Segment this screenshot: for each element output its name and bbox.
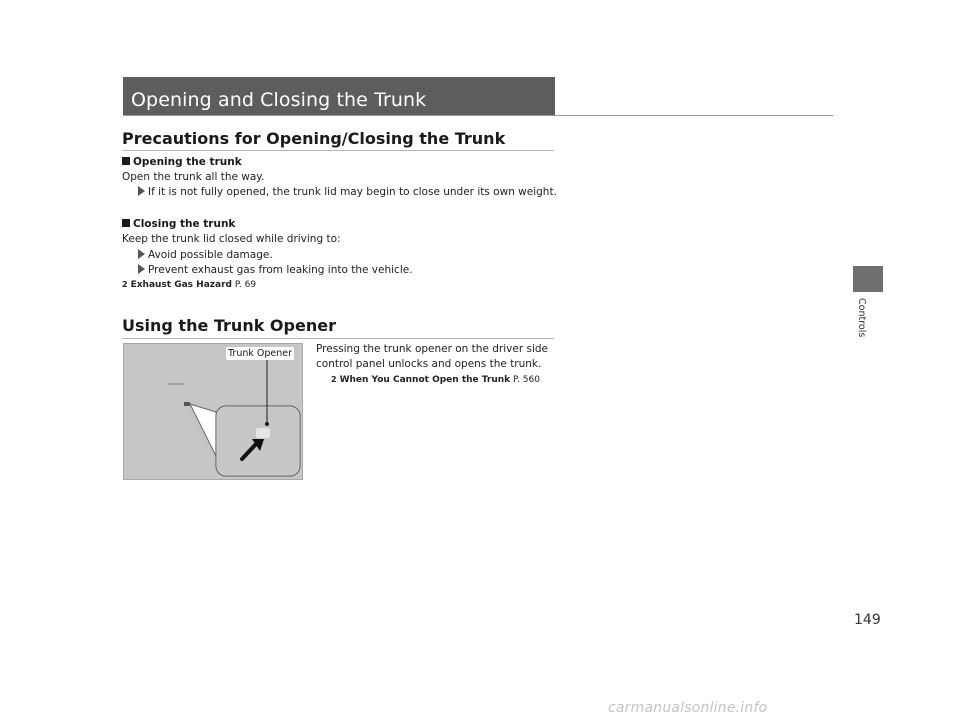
- trunk-opener-button: [256, 428, 270, 438]
- trunk-opener-body-line-2: control panel unlocks and opens the trunk.: [316, 358, 542, 370]
- opening-subheading: Opening the trunk: [122, 156, 242, 168]
- arrow-bullet-icon: [138, 186, 145, 196]
- closing-subheading: Closing the trunk: [122, 218, 235, 230]
- trunk-opener-body-line-1: Pressing the trunk opener on the driver side: [316, 343, 548, 355]
- trunk-opener-heading: Using the Trunk Opener: [122, 316, 336, 335]
- trunk-opener-heading-rule: [122, 338, 554, 339]
- watermark-text: carmanualsonline.info: [608, 700, 768, 716]
- page-number: 149: [854, 612, 881, 628]
- arrow-bullet-icon: [138, 249, 145, 259]
- trunk-opener-callout-label: Trunk Opener: [228, 348, 292, 359]
- callout-leader-dot: [265, 422, 269, 426]
- reference-arrow-icon: 2: [331, 375, 337, 384]
- section-divider: [123, 115, 833, 116]
- callout-pointer: [190, 404, 216, 456]
- closing-bullet-2: Prevent exhaust gas from leaking into the vehicle.: [138, 264, 413, 276]
- trunk-opener-illustration: [123, 343, 303, 480]
- reference-arrow-icon: 2: [122, 280, 128, 289]
- opening-text: Open the trunk all the way.: [122, 171, 265, 183]
- precautions-heading-rule: [122, 150, 554, 151]
- closing-text: Keep the trunk lid closed while driving to:: [122, 233, 341, 245]
- opener-switch-small: [184, 402, 190, 406]
- trunk-opener-drawing: [124, 344, 303, 480]
- cannot-open-trunk-reference-link[interactable]: 2 When You Cannot Open the Trunk P. 560: [331, 375, 540, 385]
- exhaust-gas-reference-link[interactable]: 2 Exhaust Gas Hazard P. 69: [122, 280, 257, 290]
- chapter-tab-marker: [853, 266, 883, 292]
- arrow-bullet-icon: [138, 264, 145, 274]
- precautions-heading: Precautions for Opening/Closing the Trunk: [122, 129, 506, 148]
- square-bullet-icon: [122, 157, 130, 165]
- chapter-tab-label: Controls: [856, 298, 867, 338]
- square-bullet-icon: [122, 219, 130, 227]
- closing-bullet-1: Avoid possible damage.: [138, 249, 273, 261]
- section-title: Opening and Closing the Trunk: [131, 89, 427, 111]
- opening-bullet: If it is not fully opened, the trunk lid may begin to close under its own weight.: [138, 186, 557, 198]
